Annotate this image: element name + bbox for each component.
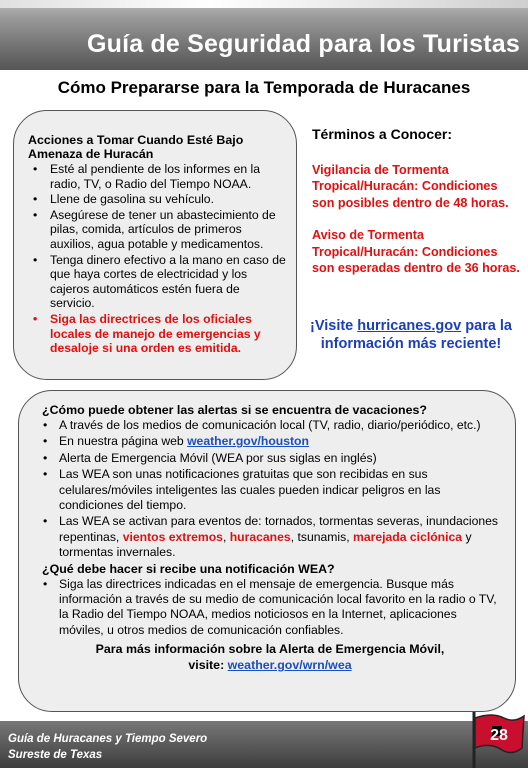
visit-label: visite: xyxy=(188,658,228,673)
more-info-link-line xyxy=(37,657,503,673)
tsunamis-text: , tsunamis, xyxy=(290,529,353,544)
warning-definition: Aviso de Tormenta Tropical/Huracán: Condiciones son esperadas dentro de 36 horas. xyxy=(312,228,520,276)
list-item xyxy=(41,434,503,449)
visit-suffix: para la información más reciente! xyxy=(320,318,512,352)
alerts-question-heading: ¿Cómo puede obtener las alertas si se encuentra de vacaciones? xyxy=(42,403,427,417)
more-info-line: Para más información sobre la Alerta de Emergencia Móvil, xyxy=(95,642,445,657)
list-item: • Siga las directrices indicadas en el mensaje de emergencia. Busque más información a través de su medio de comunicación local favorito en la radio o TV, la Radio del Tiempo NOAA, medios noticiosos en la Internet, aplicaciones móviles, u otros medios de comunicación confiables. xyxy=(41,577,503,639)
storm-surge-text: marejada ciclónica xyxy=(353,529,463,544)
wea-events-suffix: y tormentas invernales. xyxy=(59,529,472,560)
separator-text: , xyxy=(222,529,230,544)
list-item xyxy=(41,514,503,560)
page-title: Guía de Seguridad para los Turistas xyxy=(86,30,520,58)
terms-panel xyxy=(312,126,522,276)
wea-question-heading: ¿Qué debe hacer si recibe una notificación WEA? xyxy=(42,561,335,576)
visit-prefix: ¡Visite xyxy=(309,318,358,334)
footer-region: Sureste de Texas xyxy=(8,749,103,761)
list-item: • Tenga dinero efectivo a la mano en caso de que haya cortes de electricidad y los cajeros automáticos estén fuera de servicio. xyxy=(28,253,286,311)
hurricanes-gov-link[interactable]: hurricanes.gov xyxy=(357,318,462,334)
page-subtitle: Cómo Prepararse para la Temporada de Huracanes xyxy=(57,78,471,97)
alerts-box xyxy=(18,390,516,712)
more-info-note xyxy=(37,641,503,673)
wea-actions-list xyxy=(41,577,503,639)
list-item: • Llene de gasolina su vehículo. xyxy=(28,192,286,207)
extreme-winds-text: vientos extremos xyxy=(122,529,223,544)
website-prefix: En nuestra página web xyxy=(59,434,188,449)
page-number: 28 xyxy=(490,727,508,744)
weather-gov-wea-link[interactable]: weather.gov/wrn/wea xyxy=(227,658,352,673)
weather-gov-houston-link[interactable]: weather.gov/houston xyxy=(187,434,309,449)
wea-events-prefix: Las WEA se activan para eventos de: tornados, tormentas severas, inundaciones repentinas, xyxy=(59,514,498,544)
actions-box xyxy=(13,110,297,380)
list-item: • Esté al pendiente de los informes en la radio, TV, o Radio del Tiempo NOAA. xyxy=(28,162,286,191)
footer-guide-title: Guía de Huracanes y Tiempo Severo xyxy=(8,733,208,745)
visit-callout xyxy=(300,317,522,353)
alerts-list xyxy=(41,418,503,561)
footer-text xyxy=(8,731,207,763)
list-item: • Alerta de Emergencia Móvil (WEA por sus siglas en inglés) xyxy=(41,451,503,466)
list-item: • Las WEA son unas notificaciones gratuitas que son recibidas en sus celulares/móviles inteligentes las cuales pueden indicar peligros en las condiciones del tiempo. xyxy=(41,467,503,513)
list-item: • Asegúrese de tener un abastecimiento de pilas, comida, artículos de primeros auxilios, agua potable y medicamentos. xyxy=(28,208,286,252)
list-item: • A través de los medios de comunicación local (TV, radio, diario/periódico, etc.) xyxy=(41,418,503,433)
highlight-list-item: • Siga las directrices de los oficiales locales de manejo de emergencias y desaloje si una orden es emitida. xyxy=(28,312,286,356)
watch-definition: Vigilancia de Tormenta Tropical/Huracán: Condiciones son posibles dentro de 48 horas. xyxy=(312,163,509,210)
actions-heading: Acciones a Tomar Cuando Esté Bajo Amenaza de Huracán xyxy=(28,133,244,161)
terms-heading: Términos a Conocer: xyxy=(312,126,453,142)
hurricanes-text: huracanes xyxy=(229,529,291,544)
actions-list xyxy=(28,162,286,356)
